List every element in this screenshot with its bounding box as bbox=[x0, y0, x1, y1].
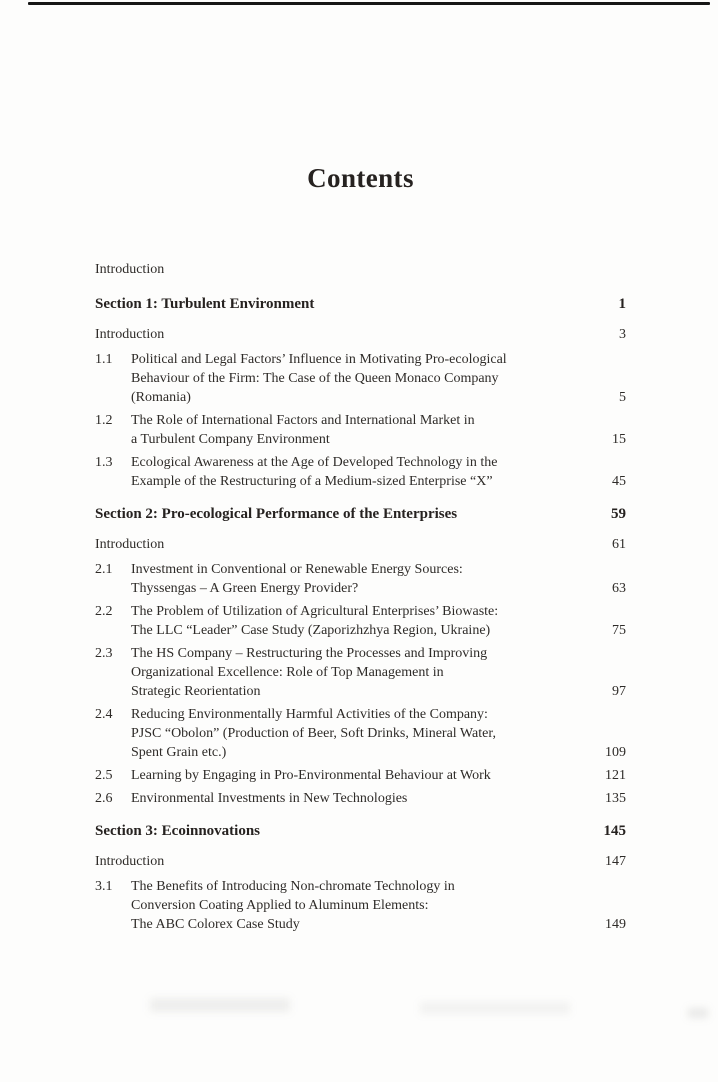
entry-title bbox=[131, 705, 592, 762]
entry-title bbox=[131, 602, 592, 640]
entry-title-line: The Benefits of Introducing Non-chromate Technology in bbox=[131, 879, 455, 894]
entry-title-line: Conversion Coating Applied to Aluminum Elements: bbox=[131, 898, 429, 913]
entry-title-line: Introduction bbox=[95, 537, 165, 552]
toc-entry bbox=[95, 260, 626, 279]
entry-number: 2.4 bbox=[95, 707, 113, 722]
entry-page-number: 149 bbox=[605, 917, 626, 932]
entry-title-line: The LLC “Leader” Case Study (Zaporizhzhya Region, Ukraine) bbox=[131, 623, 491, 638]
entry-title bbox=[131, 453, 592, 491]
toc-entry bbox=[95, 535, 626, 554]
entry-page-number: 75 bbox=[612, 623, 626, 638]
page-title: Contents bbox=[307, 163, 414, 193]
entry-title bbox=[95, 535, 592, 554]
toc-section-heading bbox=[95, 294, 626, 314]
entry-title bbox=[95, 294, 592, 314]
entry-title bbox=[95, 821, 592, 841]
entry-title-line: Thyssengas – A Green Energy Provider? bbox=[131, 581, 359, 596]
toc-section-heading bbox=[95, 504, 626, 524]
entry-page-number: 45 bbox=[612, 474, 626, 489]
entry-number: 2.5 bbox=[95, 768, 113, 783]
entry-title bbox=[131, 766, 592, 785]
entry-page-number: 121 bbox=[605, 768, 626, 783]
entry-number: 2.3 bbox=[95, 646, 113, 661]
toc-entry bbox=[95, 766, 626, 785]
toc-entry bbox=[95, 705, 626, 762]
entry-title-line: The Problem of Utilization of Agricultural Enterprises’ Biowaste: bbox=[131, 604, 499, 619]
toc-entry bbox=[95, 602, 626, 640]
contents-page bbox=[95, 163, 626, 938]
toc-entry bbox=[95, 877, 626, 934]
entry-page-number: 135 bbox=[605, 791, 626, 806]
entry-title-line: Behaviour of the Firm: The Case of the Queen Monaco Company bbox=[131, 371, 499, 386]
entry-page-number: 97 bbox=[612, 684, 626, 699]
entry-title-line: Section 2: Pro-ecological Performance of the Enterprises bbox=[95, 506, 458, 522]
entry-title-line: Introduction bbox=[95, 262, 165, 277]
entry-title-line: Environmental Investments in New Technologies bbox=[131, 791, 408, 806]
scan-smudge bbox=[150, 998, 290, 1012]
toc-entry bbox=[95, 325, 626, 344]
entry-number: 2.6 bbox=[95, 791, 113, 806]
entry-title bbox=[131, 560, 592, 598]
entry-number: 1.2 bbox=[95, 413, 113, 428]
entry-number: 2.2 bbox=[95, 604, 113, 619]
entry-page-number: 63 bbox=[612, 581, 626, 596]
entry-title-line: The Role of International Factors and International Market in bbox=[131, 413, 475, 428]
toc-list bbox=[95, 260, 626, 934]
toc-entry bbox=[95, 789, 626, 808]
entry-title-line: Reducing Environmentally Harmful Activities of the Company: bbox=[131, 707, 488, 722]
entry-title-line: Example of the Restructuring of a Medium-sized Enterprise “X” bbox=[131, 474, 493, 489]
entry-page-number: 1 bbox=[618, 296, 626, 312]
toc-entry bbox=[95, 453, 626, 491]
entry-title-line: Spent Grain etc.) bbox=[131, 745, 227, 760]
entry-title-line: Introduction bbox=[95, 854, 165, 869]
entry-title bbox=[131, 350, 592, 407]
entry-page-number: 5 bbox=[619, 390, 626, 405]
entry-title-line: Section 1: Turbulent Environment bbox=[95, 296, 315, 312]
entry-page-number: 145 bbox=[603, 823, 626, 839]
entry-title-line: The ABC Colorex Case Study bbox=[131, 917, 300, 932]
entry-title bbox=[131, 644, 592, 701]
scan-smudge bbox=[688, 1008, 708, 1018]
entry-page-number: 15 bbox=[612, 432, 626, 447]
toc-entry bbox=[95, 644, 626, 701]
toc-section-heading bbox=[95, 821, 626, 841]
entry-title-line: Strategic Reorientation bbox=[131, 684, 261, 699]
toc-entry bbox=[95, 411, 626, 449]
entry-title bbox=[131, 877, 592, 934]
entry-number: 2.1 bbox=[95, 562, 113, 577]
entry-title bbox=[131, 411, 592, 449]
toc-entry bbox=[95, 852, 626, 871]
entry-number: 3.1 bbox=[95, 879, 113, 894]
toc-entry bbox=[95, 350, 626, 407]
scan-edge-artifact bbox=[28, 2, 710, 5]
entry-title-line: PJSC “Obolon” (Production of Beer, Soft Drinks, Mineral Water, bbox=[131, 726, 496, 741]
entry-title-line: Organizational Excellence: Role of Top Management in bbox=[131, 665, 444, 680]
entry-page-number: 3 bbox=[619, 327, 626, 342]
entry-title-line: Introduction bbox=[95, 327, 165, 342]
entry-page-number: 59 bbox=[611, 506, 626, 522]
entry-title-line: Investment in Conventional or Renewable Energy Sources: bbox=[131, 562, 463, 577]
entry-page-number: 61 bbox=[612, 537, 626, 552]
entry-number: 1.1 bbox=[95, 352, 113, 367]
entry-title bbox=[95, 260, 626, 279]
entry-page-number: 147 bbox=[605, 854, 626, 869]
toc-entry bbox=[95, 560, 626, 598]
entry-page-number: 109 bbox=[605, 745, 626, 760]
entry-title-line: a Turbulent Company Environment bbox=[131, 432, 330, 447]
entry-title-line: (Romania) bbox=[131, 390, 191, 405]
entry-title bbox=[95, 852, 592, 871]
entry-title bbox=[95, 325, 592, 344]
entry-title bbox=[95, 504, 592, 524]
entry-title-line: Political and Legal Factors’ Influence in Motivating Pro-ecological bbox=[131, 352, 507, 367]
entry-title-line: Ecological Awareness at the Age of Developed Technology in the bbox=[131, 455, 498, 470]
scan-smudge bbox=[420, 1002, 570, 1014]
entry-title-line: Learning by Engaging in Pro-Environmental Behaviour at Work bbox=[131, 768, 491, 783]
entry-number: 1.3 bbox=[95, 455, 113, 470]
entry-title bbox=[131, 789, 592, 808]
entry-title-line: Section 3: Ecoinnovations bbox=[95, 823, 261, 839]
entry-title-line: The HS Company – Restructuring the Processes and Improving bbox=[131, 646, 488, 661]
